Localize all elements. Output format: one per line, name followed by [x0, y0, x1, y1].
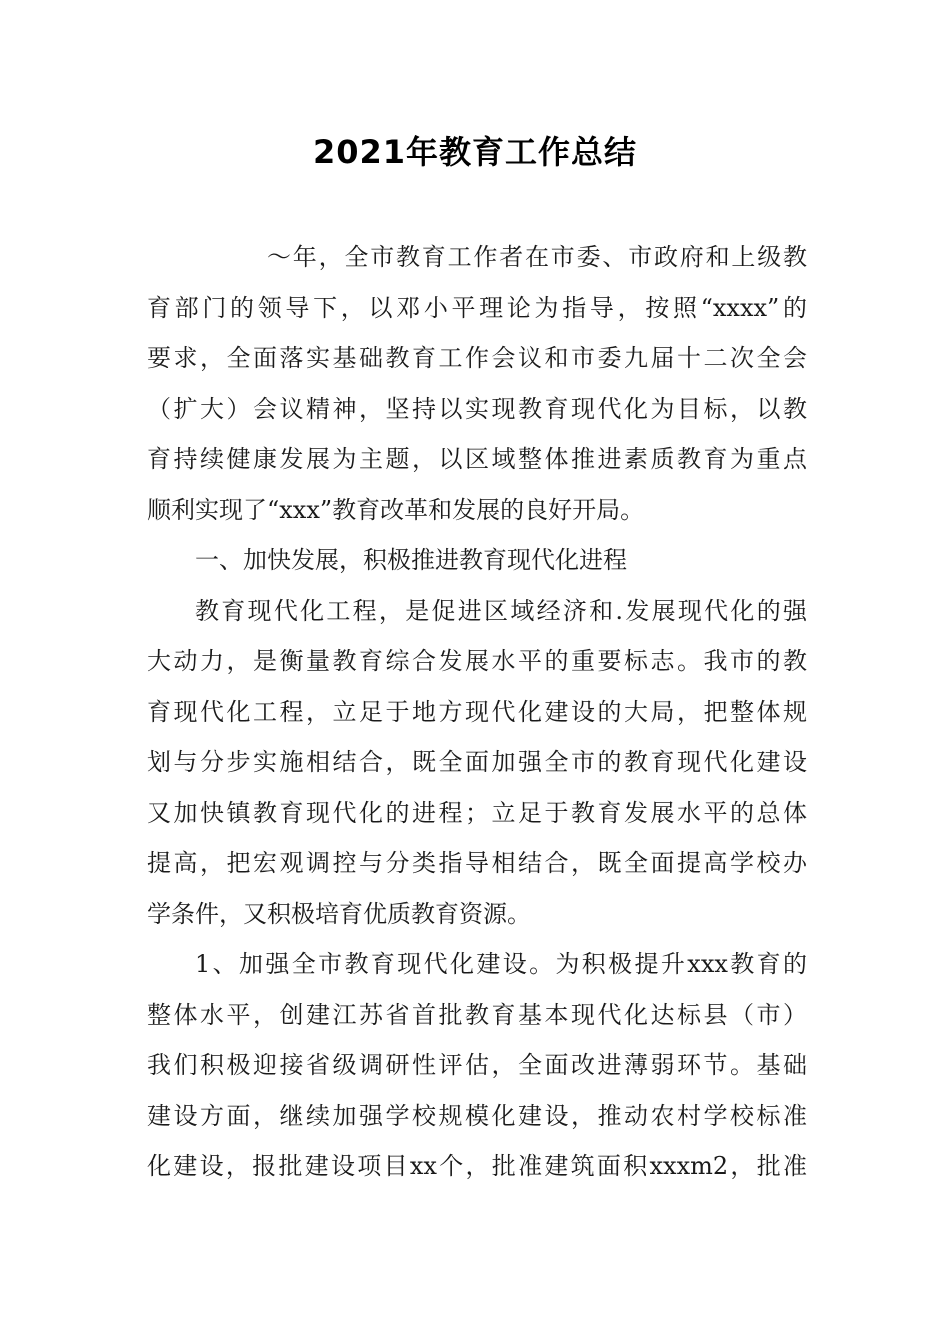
- body-line: 学条件，又积极培育优质教育资源。: [147, 899, 531, 928]
- body-line: 提高，把宏观调控与分类指导相结合，既全面提高学校办: [147, 849, 807, 877]
- body-line: 要求，全面落实基础教育工作会议和市委九届十二次全会: [147, 344, 807, 372]
- body-line: 又加快镇教育现代化的进程；立足于教育发展水平的总体: [147, 798, 807, 827]
- body-line: 化建设，报批建设项目xx个，批准建筑面积xxxm2，批准: [147, 1152, 807, 1180]
- body-line: 顺利实现了“xxx”教育改革和发展的良好开局。: [147, 495, 645, 524]
- document-body: [147, 232, 807, 1192]
- body-line: 育持续健康发展为主题，以区域整体推进素质教育为重点: [147, 445, 807, 473]
- document-title: 2021年教育工作总结: [312, 133, 638, 171]
- body-line: 一、加快发展，积极推进教育现代化进程: [195, 546, 627, 574]
- body-line: 育部门的领导下，以邓小平理论为指导，按照“xxxx”的: [147, 293, 807, 322]
- body-line: 划与分步实施相结合，既全面加强全市的教育现代化建设: [147, 748, 807, 776]
- body-line: 教育现代化工程，是促进区域经济和.发展现代化的强: [195, 596, 807, 625]
- body-line: 我们积极迎接省级调研性评估，全面改进薄弱环节。基础: [147, 1051, 807, 1079]
- body-line: 整体水平，创建江苏省首批教育基本现代化达标县（市）: [147, 1000, 807, 1029]
- body-line: （扩大）会议精神，坚持以实现教育现代化为目标，以教: [147, 394, 807, 423]
- body-line: 1、加强全市教育现代化建设。为积极提升xxx教育的: [195, 950, 807, 978]
- body-line: ～年，全市教育工作者在市委、市政府和上级教: [267, 243, 807, 271]
- body-line: 建设方面，继续加强学校规模化建设，推动农村学校标准: [147, 1101, 807, 1130]
- body-line: 大动力，是衡量教育综合发展水平的重要标志。我市的教: [147, 647, 807, 675]
- body-line: 育现代化工程，立足于地方现代化建设的大局，把整体规: [147, 697, 807, 726]
